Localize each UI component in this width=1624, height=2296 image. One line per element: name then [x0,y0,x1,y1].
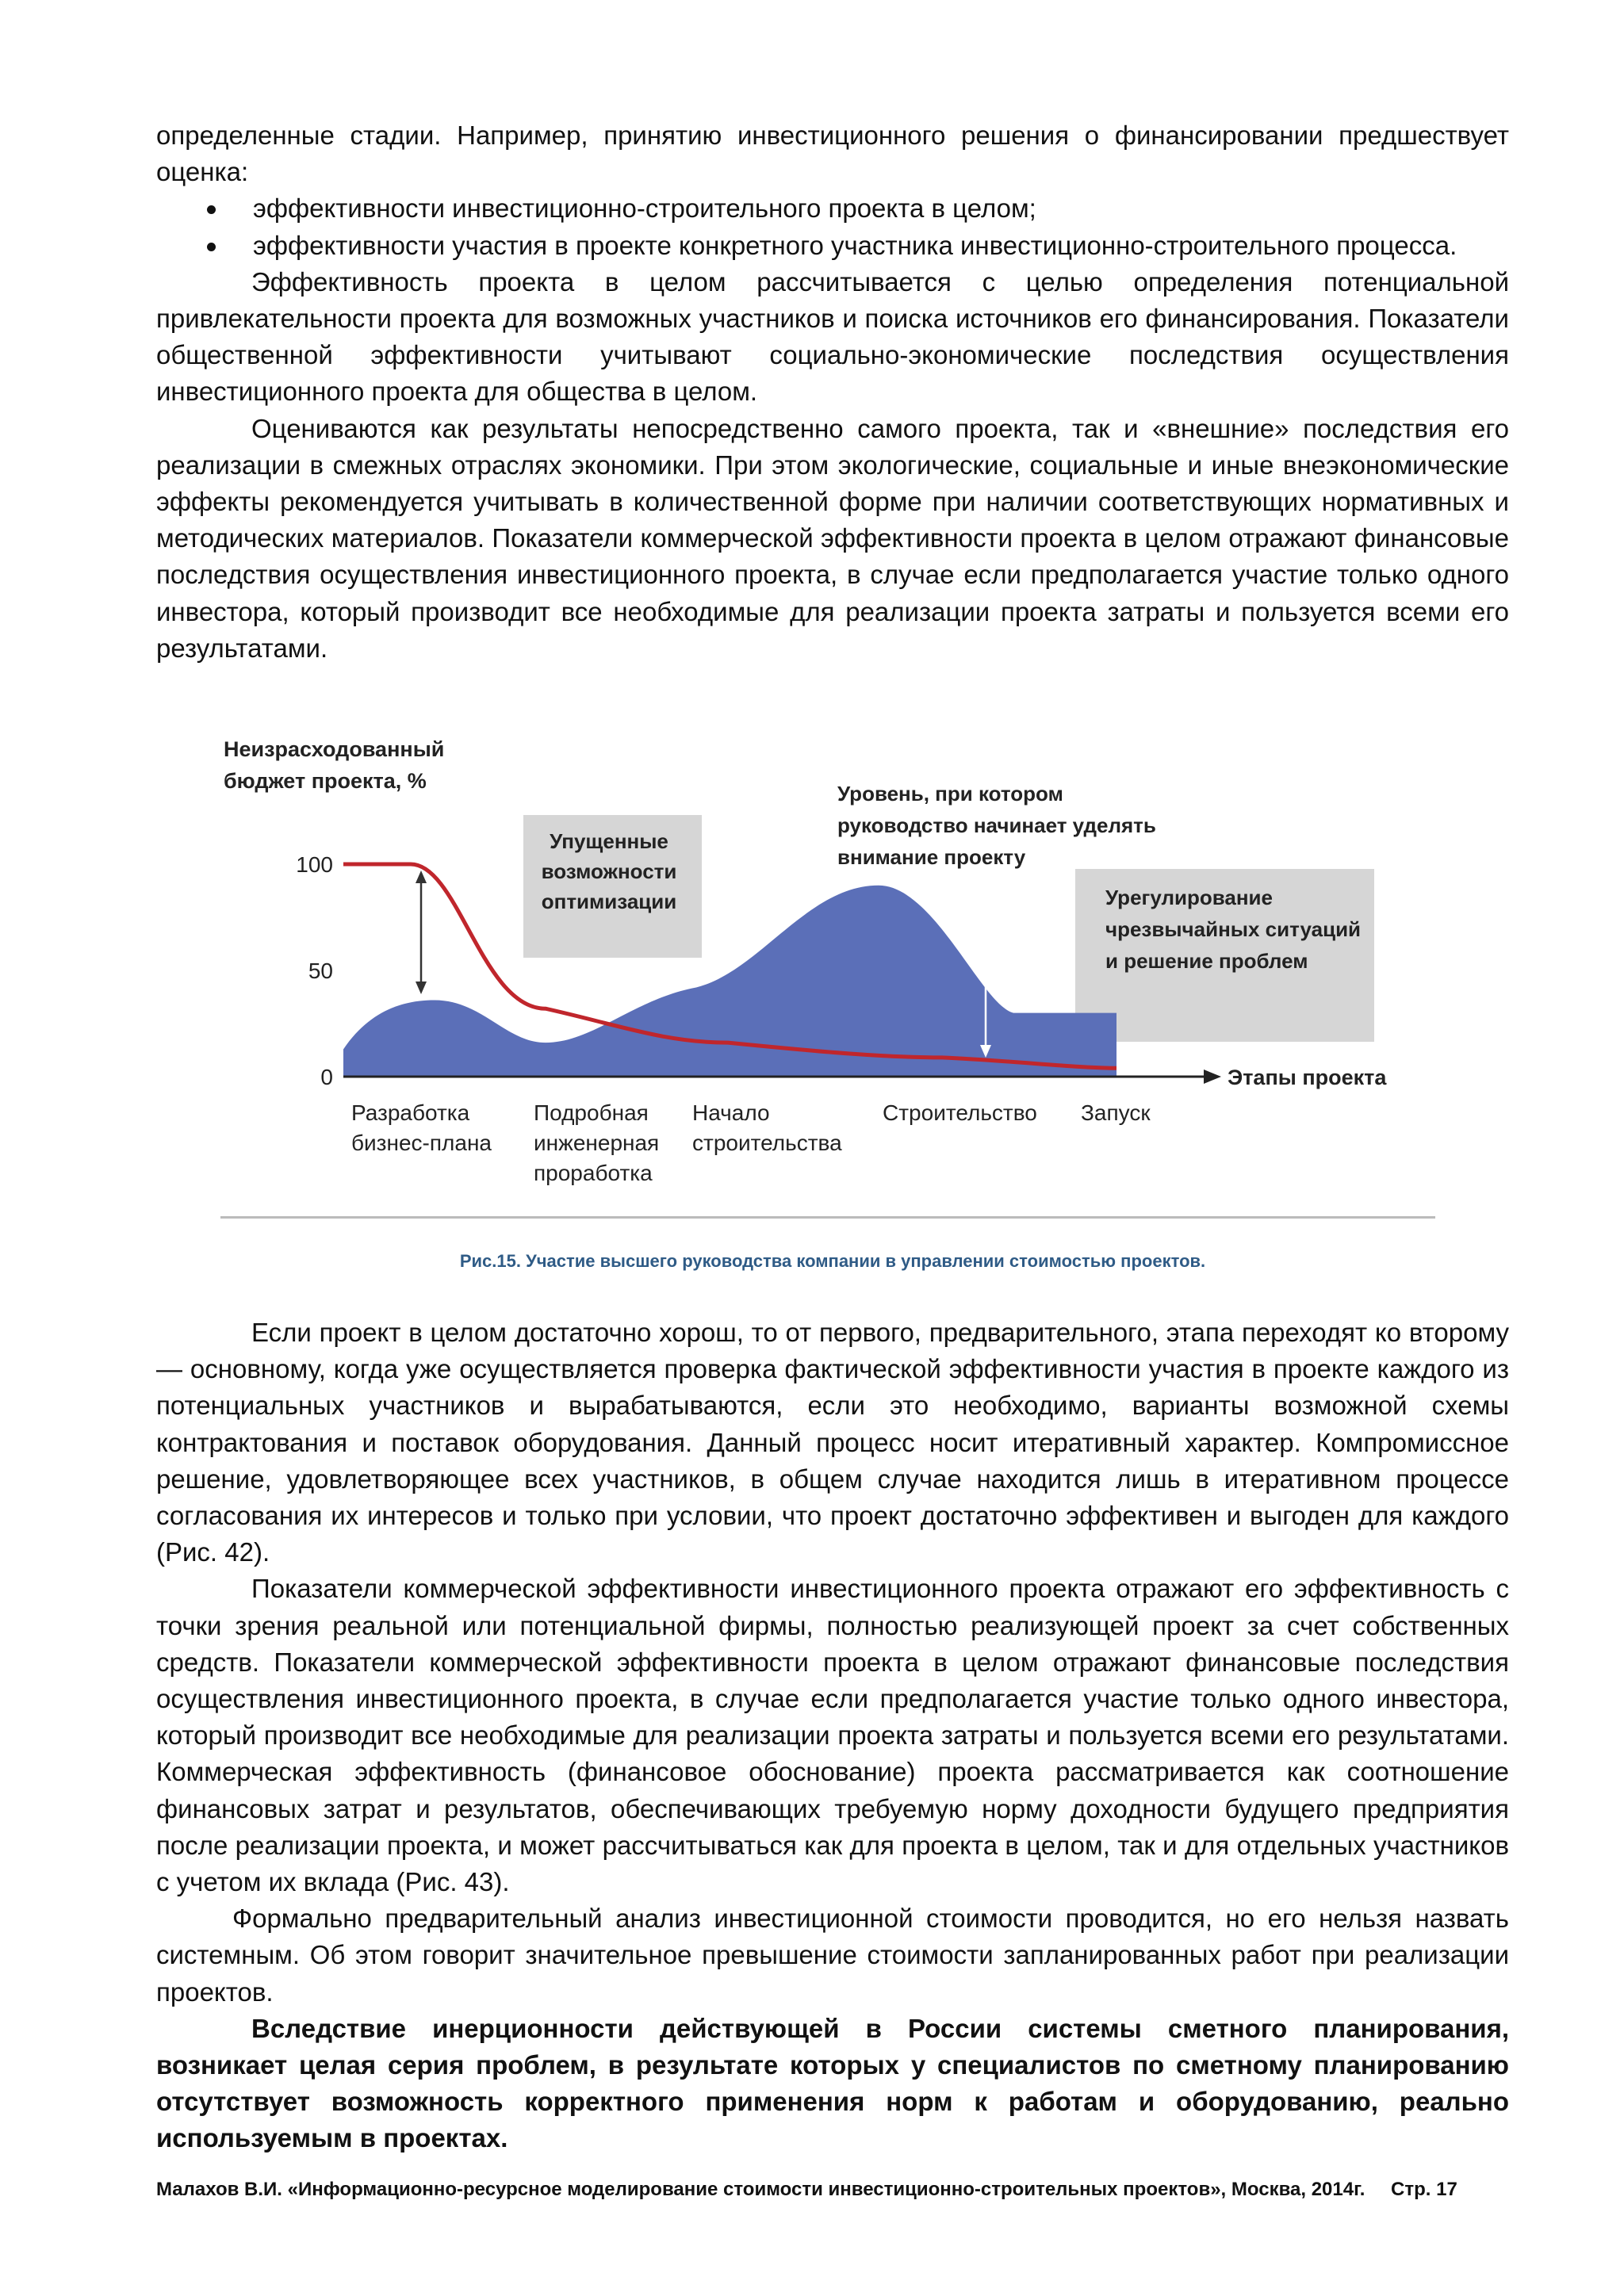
stage-label-line1: Разработка [351,1100,470,1125]
page-number: Стр. 17 [1391,2179,1457,2200]
bullet-list [156,190,1509,263]
missed-box-line2: возможности [541,859,677,883]
attention-label-line1: Уровень, при котором [837,782,1063,806]
page-footer [156,2179,1509,2201]
stage-label-line1: Строительство [883,1100,1037,1125]
intro-lead: определенные стадии. Например, принятию инвестиционного решения о финансировании предшествует оценка: [156,121,1509,187]
attention-label-line3: внимание проекту [837,845,1026,869]
missed-box-line3: оптимизации [541,890,677,913]
emergency-box-line3: и решение проблем [1105,949,1308,973]
paragraph: Оцениваются как результаты непосредственно самого проекта, так и «внешние» последствия его реализации в смежных отраслях экономики. При этом экологические, социальные и иные внеэкономические эффекты рекомендуется учитывать в количественной форме при наличии соответствующих нормативных и методических материалов. Показатели коммерческой эффективности проекта в целом отражают финансовые последствия осуществления инвестиционного проекта, в случае если предполагается участие только одного инвестора, который производит все необходимые для реализации проекта затраты и пользуется всеми его результатами. [156,413,1509,663]
paragraph: Эффективность проекта в целом рассчитывается с целью определения потенциальной привлекательности проекта для возможных участников и поиска источников его финансирования. Показатели общественной эффективности учитывают социально-экономические последствия осуществления инвестиционного проекта для общества в целом. [156,266,1509,407]
body-section [156,1314,1509,2157]
stage-label-line2: инженерная [534,1131,660,1155]
stage-label-line1: Начало [692,1100,770,1125]
intro-section [156,117,1509,667]
paragraph: Если проект в целом достаточно хорош, то от первого, предварительного, этапа переходят ко второму — основному, когда уже осуществляется проверка фактической эффективности участия в проекте каждого из потенциальных участников и вырабатываются, если это необходимо, варианты возможной схемы контрактования и поставок оборудования. Данный процесс носит итеративный характер. Компромиссное решение, удовлетворяющее всех участников, в общем случае находится лишь в итеративном процессе согласования их интересов и только при условии, что проект достаточно эффективен и выгоден для каждого (Рис. 42). [156,1318,1509,1567]
budget-attention-chart [220,736,1438,1234]
attention-label-line2: руководство начинает уделять [837,813,1156,837]
x-axis-title: Этапы проекта [1228,1066,1387,1089]
paragraph: Показатели коммерческой эффективности инвестиционного проекта отражают его эффективность с точки зрения реальной или потенциальной фирмы, полностью реализующей проект за счет собственных средств. Показатели коммерческой эффективности проекта в целом отражают финансовые последствия осуществления инвестиционного проекта, в случае если предполагается участие только одного инвестора, который производит все необходимые для реализации проекта затраты и пользуется всеми его результатами. Коммерческая эффективность (финансовое обоснование) проекта рассматривается как соотношение финансовых затрат и результатов, обеспечивающих требуемую норму доходности будущего предприятия после реализации проекта, и может рассчитываться как для проекта в целом, так и для отдельных участников с учетом их вклада (Рис. 43). [156,1574,1509,1897]
y-tick-label: 50 [308,959,333,983]
emergency-box-line1: Урегулирование [1105,886,1273,909]
paragraph: Формально предварительный анализ инвестиционной стоимости проводится, но его нельзя назвать системным. Об этом говорит значительное превышение стоимости запланированных работ при реализации проектов. [156,1904,1509,2007]
stage-label-line3: проработка [534,1161,653,1185]
stage-label-line1: Запуск [1081,1100,1151,1125]
stage-label-line2: строительства [692,1131,842,1155]
figure-caption: Рис.15. Участие высшего руководства компании в управлении стоимостью проектов. [459,1251,1206,1271]
bullet-item: эффективности инвестиционно-строительного проекта в целом; [156,190,1509,227]
bold-paragraph: Вследствие инерционности действующей в России системы сметного планирования, возникает целая серия проблем, в результате которых у специалистов по сметному планированию отсутствует возможность корректного применения норм к работам и оборудованию, реально используемым в проектах. [156,2013,1509,2153]
bullet-item: эффективности участия в проекте конкретного участника инвестиционно-строительного процесса. [156,228,1509,264]
missed-box-line1: Упущенные [550,829,668,853]
figure-bottom-rule [220,1216,1435,1219]
stage-label-line2: бизнес-плана [351,1131,492,1155]
footer-citation: Малахов В.И. «Информационно-ресурсное моделирование стоимости инвестиционно-строительных проектов», Москва, 2014г. [156,2179,1365,2200]
y-tick-label: 0 [320,1065,333,1089]
y-axis-title-line2: бюджет проекта, % [224,769,427,793]
stage-label-line1: Подробная [534,1100,649,1125]
emergency-box-line2: чрезвычайных ситуаций [1105,917,1362,941]
y-axis-title-line1: Неизрасходованный [224,737,445,761]
y-tick-label: 100 [296,852,333,877]
